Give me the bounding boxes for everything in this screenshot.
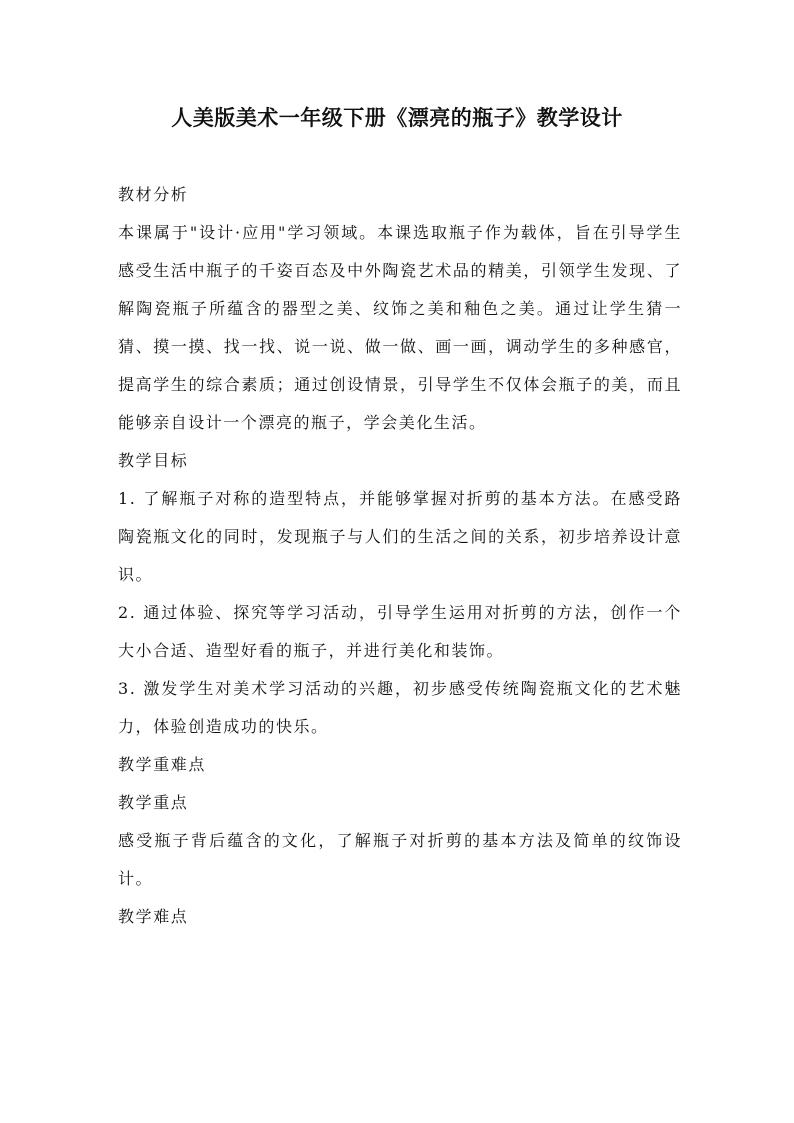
section-heading-analysis: 教材分析	[118, 185, 189, 204]
section-heading-goals: 教学目标	[118, 451, 189, 470]
analysis-paragraph: 本课属于"设计·应用"学习领域。本课选取瓶子作为载体，旨在引导学生感受生活中瓶子的千姿百态及中外陶瓷艺术品的精美，引领学生发现、了解陶瓷瓶子所蕴含的器型之美、纹饰之美和釉色之美。通过让学生猜一猜、摸一摸、找一找、说一说、做一做、画一画，调动学生的多种感官，提高学生的综合素质；通过创设情景，引导学生不仅体会瓶子的美，而且能够亲自设计一个漂亮的瓶子，学会美化生活。	[118, 223, 682, 432]
section-heading-difficult-points: 教学难点	[118, 907, 189, 926]
section-heading-key-points: 教学重点	[118, 793, 189, 812]
goal-item-2: 2. 通过体验、探究等学习活动，引导学生运用对折剪的方法，创作一个大小合适、造型好看的瓶子，并进行美化和装饰。	[118, 603, 682, 660]
key-points-paragraph: 感受瓶子背后蕴含的文化，了解瓶子对折剪的基本方法及简单的纹饰设计。	[118, 831, 682, 888]
goal-item-3: 3. 激发学生对美术学习活动的兴趣，初步感受传统陶瓷瓶文化的艺术魅力，体验创造成功的快乐。	[118, 679, 682, 736]
section-heading-key-difficult: 教学重难点	[118, 755, 207, 774]
goal-item-1: 1. 了解瓶子对称的造型特点，并能够掌握对折剪的基本方法。在感受路陶瓷瓶文化的同时，发现瓶子与人们的生活之间的关系，初步培养设计意识。	[118, 489, 682, 584]
document-body	[118, 176, 682, 936]
document-title: 人美版美术一年级下册《漂亮的瓶子》教学设计	[171, 106, 623, 130]
